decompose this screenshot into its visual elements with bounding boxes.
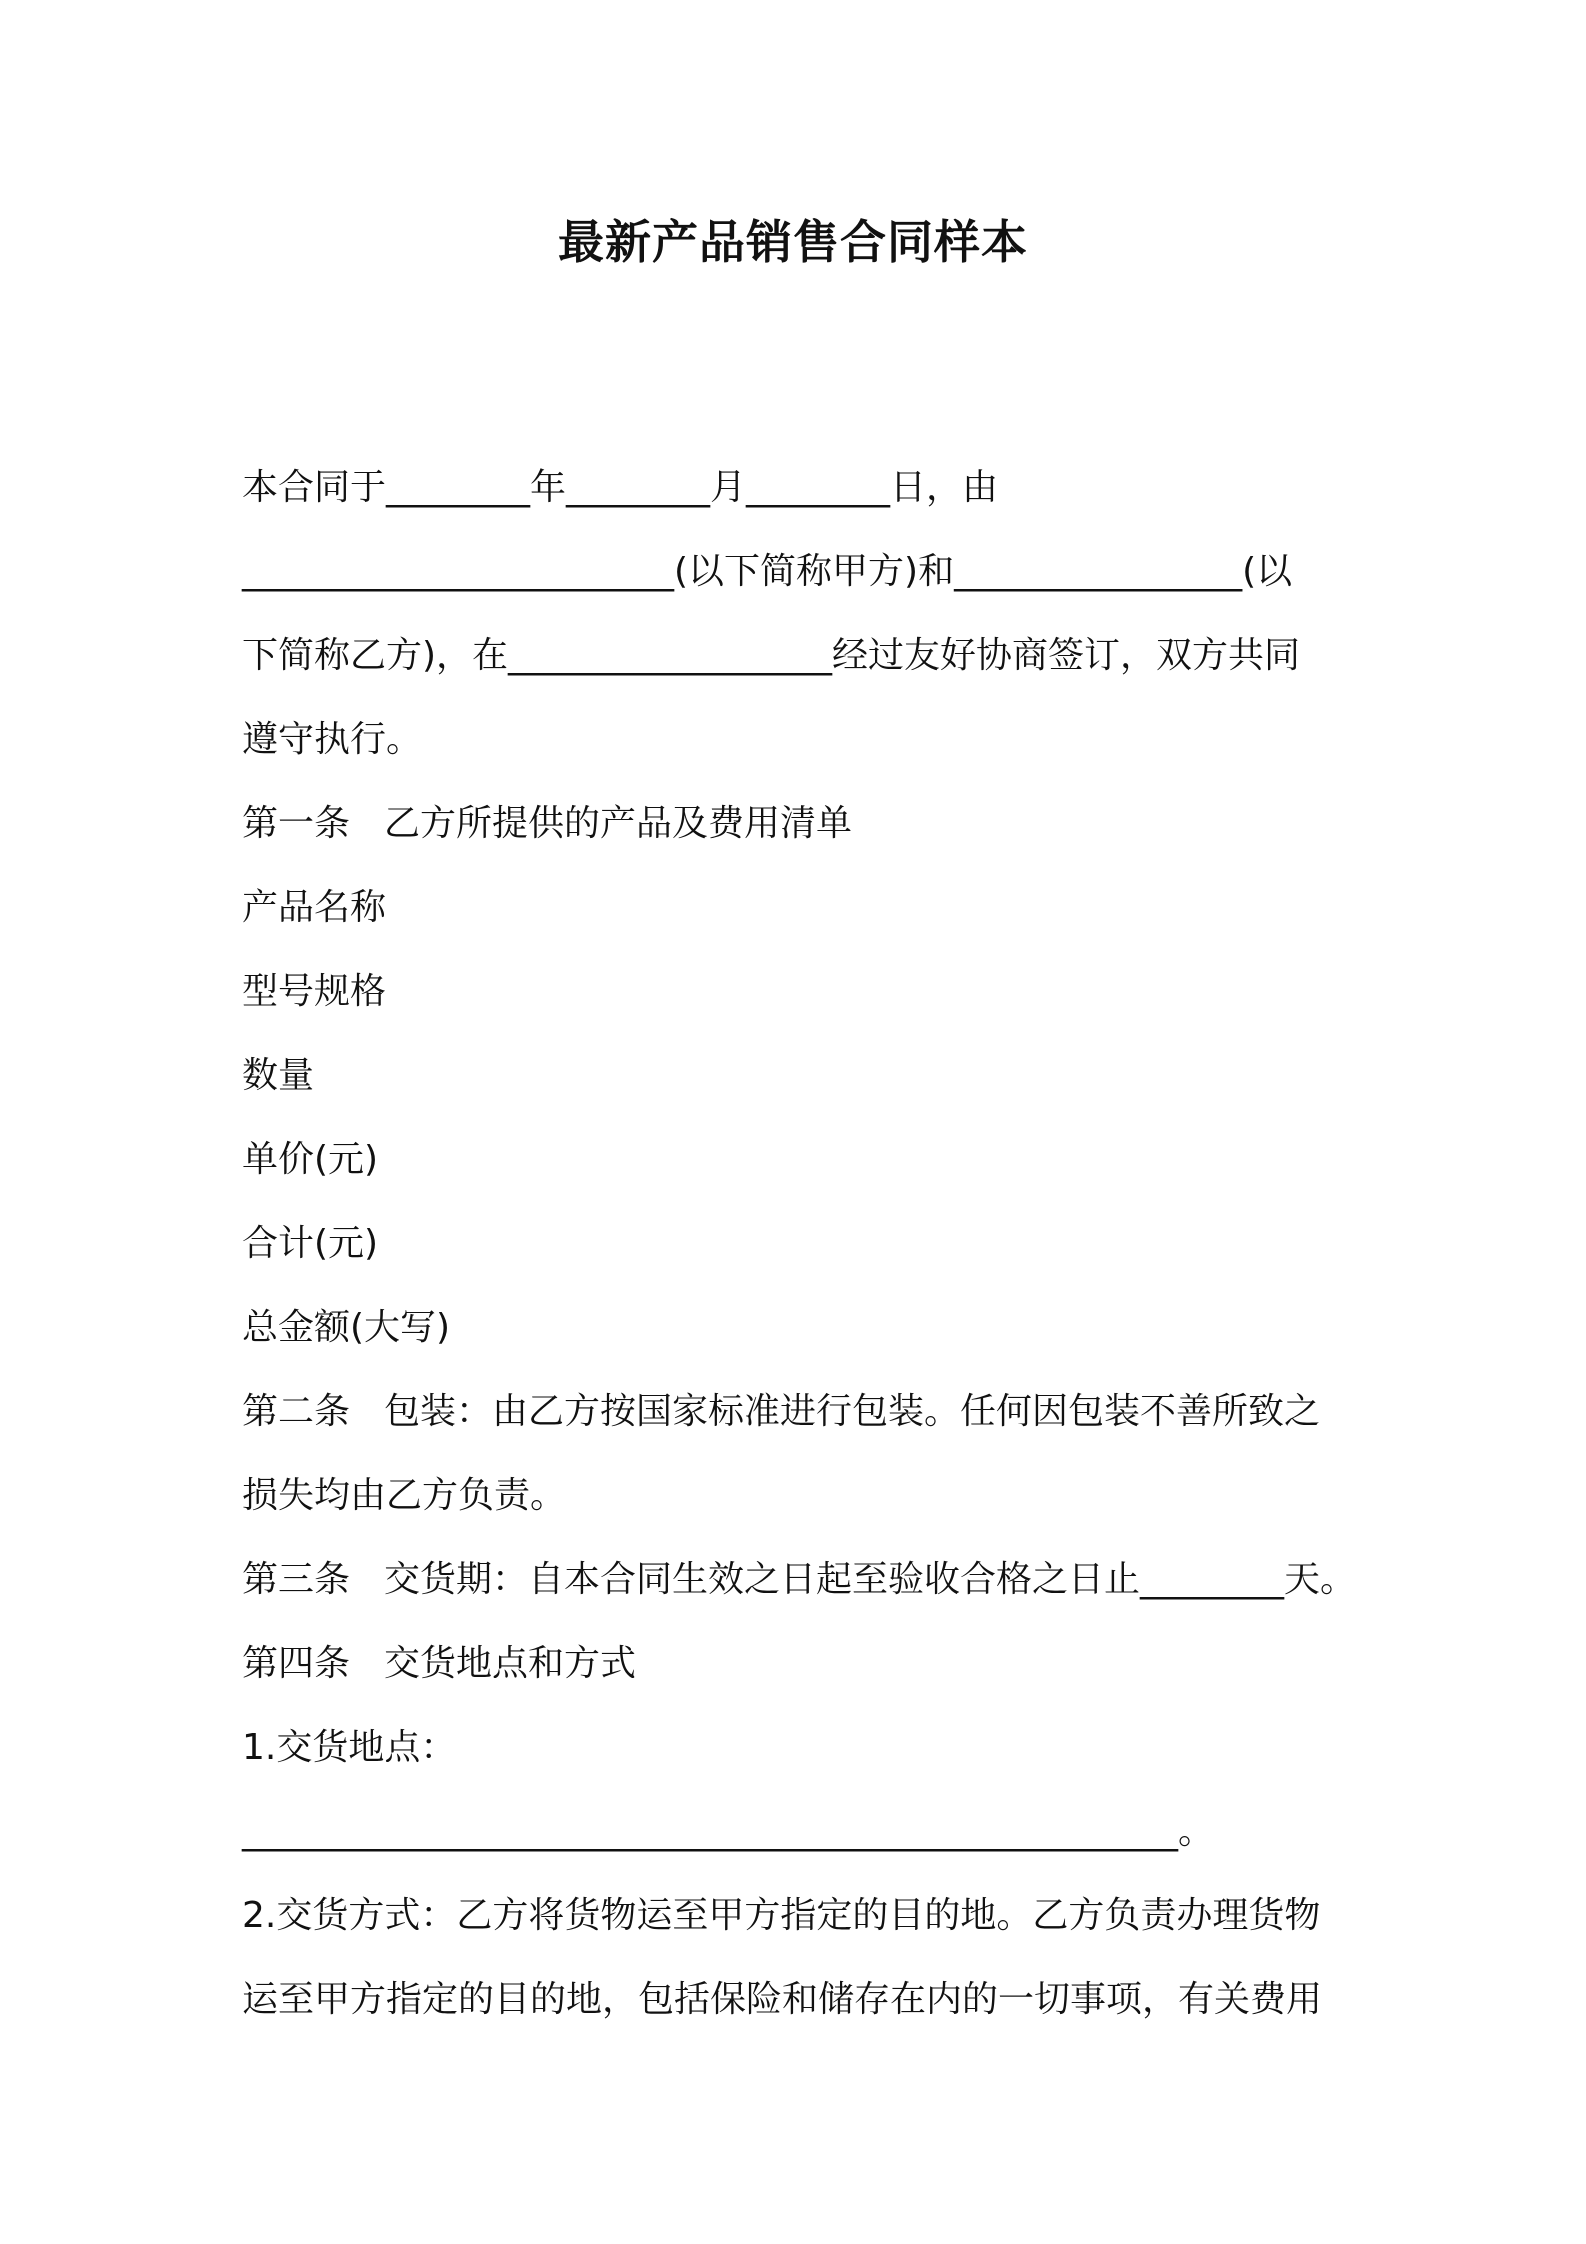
article-2-continued: 损失均由乙方负责。 <box>242 1475 567 1516</box>
article-2-text: 包装：由乙方按国家标准进行包装。任何因包装不善所致之 <box>384 1391 1321 1432</box>
document-title: 最新产品销售合同样本 <box>558 215 1028 269</box>
article-2 <box>242 1370 1382 1454</box>
article-4-text: 交货地点和方式 <box>384 1643 637 1684</box>
intro-line-1: 本合同于________年________月________日，由 <box>242 467 999 508</box>
intro-line-4: 遵守执行。 <box>242 719 423 760</box>
item-model-spec: 型号规格 <box>242 971 387 1012</box>
article-1-text: 乙方所提供的产品及费用清单 <box>384 803 853 844</box>
item-product-name: 产品名称 <box>242 887 387 928</box>
intro-line-3: 下简称乙方)，在__________________经过友好协商签订，双方共同 <box>242 635 1301 676</box>
article-1 <box>242 782 1382 866</box>
item-total-amount: 总金额(大写) <box>242 1307 451 1348</box>
intro-line-2: ________________________(以下简称甲方)和________________(以 <box>242 551 1293 592</box>
item-subtotal: 合计(元) <box>242 1223 379 1264</box>
article-4 <box>242 1622 1382 1706</box>
item-quantity: 数量 <box>242 1055 315 1096</box>
article-2-heading: 第二条 <box>242 1391 351 1432</box>
article-1-heading: 第一条 <box>242 803 351 844</box>
delivery-place-label: 1.交货地点： <box>242 1727 457 1768</box>
item-unit-price: 单价(元) <box>242 1139 379 1180</box>
document-body <box>242 446 1382 2042</box>
article-3-text: 交货期：自本合同生效之日起至验收合格之日止________天。 <box>384 1559 1357 1600</box>
article-3 <box>242 1538 1382 1622</box>
article-4-heading: 第四条 <box>242 1643 351 1684</box>
delivery-method-line-1: 2.交货方式：乙方将货物运至甲方指定的目的地。乙方负责办理货物 <box>242 1895 1321 1936</box>
delivery-method-line-2: 运至甲方指定的目的地，包括保险和储存在内的一切事项，有关费用 <box>242 1979 1323 2020</box>
delivery-place-blank: ____________________________________________________。 <box>242 1811 1214 1852</box>
article-3-heading: 第三条 <box>242 1559 351 1600</box>
